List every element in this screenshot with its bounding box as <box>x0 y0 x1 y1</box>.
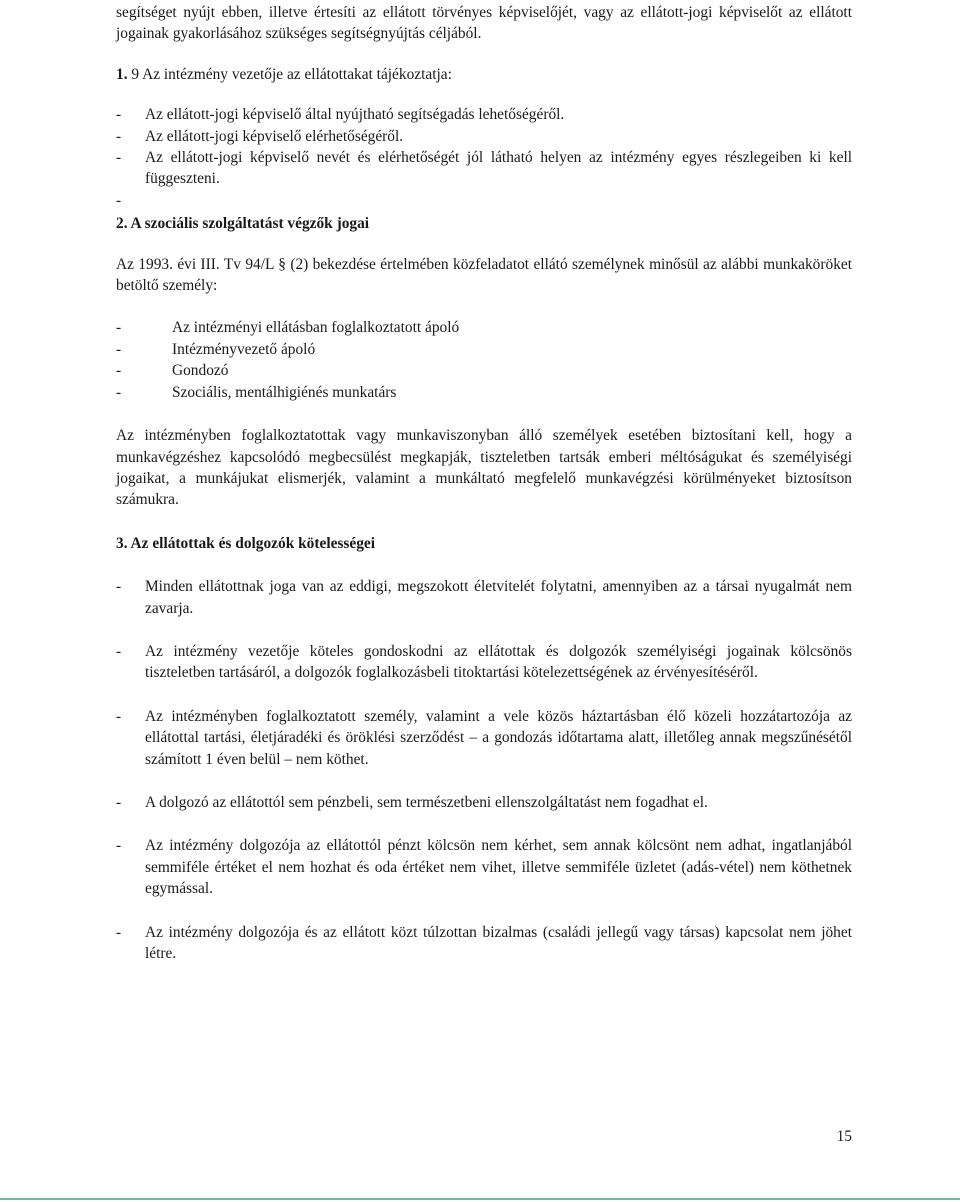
list-item-text: Intézményvezető ápoló <box>172 340 316 358</box>
list-item-text: Az ellátott-jogi képviselő által nyújtható segítségadás lehetőségéről. <box>145 106 565 124</box>
list-dash: - <box>116 362 122 380</box>
list-item-text: Az intézmény dolgozója az ellátottól pénzt kölcsön nem kérhet, sem annak kölcsönt nem adhat, ingatlanjából semmiféle értéket el nem hozhat és oda értéket nem vihet, illetve semmiféle üzletet (adás-vétel) nem köthetnek egymással. <box>145 837 852 898</box>
list-item <box>116 641 852 684</box>
footer-rule <box>0 1198 960 1200</box>
section-1-9-list <box>116 104 852 211</box>
list-item <box>116 190 852 211</box>
list-dash: - <box>116 578 122 596</box>
list-item <box>116 126 852 147</box>
section-2-heading: 2. A szociális szolgáltatást végzők jogai <box>116 215 370 233</box>
page-number: 15 <box>836 1128 852 1145</box>
section-3-list <box>116 576 852 964</box>
section-1-9-lead <box>116 64 852 85</box>
list-item-text: Az intézményben foglalkoztatott személy, valamint a vele közös háztartásban élő közeli hozzátartozója az ellátottal tartási, életjáradéki és öröklési szerződést – a gondozás időtartama alatt, illetőleg annak megszűnésétől számított 1 éven belül – nem köthet. <box>145 707 852 768</box>
list-item-text: Gondozó <box>172 362 229 380</box>
list-item-text: Az ellátott-jogi képviselő nevét és elérhetőségét jól látható helyen az intézmény egyes részlegeiben ki kell függeszteni. <box>145 149 852 188</box>
list-item <box>116 835 852 899</box>
list-item <box>116 382 852 403</box>
intro-continuation: segítséget nyújt ebben, illetve értesíti az ellátott törvényes képviselőjét, vagy az ellátott-jogi képviselőt az ellátott jogainak gyakorlásához szükséges segítségnyújtás céljából. <box>116 4 852 43</box>
list-item <box>116 147 852 190</box>
list-dash: - <box>116 127 122 145</box>
list-item <box>116 104 852 125</box>
list-item <box>116 576 852 619</box>
list-dash: - <box>116 707 122 725</box>
list-item <box>116 922 852 965</box>
list-dash: - <box>116 319 122 337</box>
list-item-text: Az intézményi ellátásban foglalkoztatott ápoló <box>172 319 460 337</box>
list-item <box>116 792 852 813</box>
section-2-roles-list <box>116 317 852 403</box>
list-dash: - <box>116 793 122 811</box>
list-dash: - <box>116 837 122 855</box>
list-item-text: Az intézmény dolgozója és az ellátott közt túlzottan bizalmas (családi jellegű vagy társas) kapcsolat nem jöhet létre. <box>145 923 852 962</box>
section-2-closing: Az intézményben foglalkoztatottak vagy munkaviszonyban álló személyek esetében biztosítani kell, hogy a munkavégzéshez kapcsolódó megbecsülést megkapják, tiszteletben tartsák emberi méltóságukat és személyiségi jogaikat, a munkájukat elismerjék, valamint a munkáltató megfelelő munkavégzési körülményeket biztosítson számukra. <box>116 427 852 509</box>
list-item-text: Minden ellátottnak joga van az eddigi, megszokott életvitelét folytatni, amennyiben az a társai nyugalmát nem zavarja. <box>145 578 852 617</box>
list-item-text: Az intézmény vezetője köteles gondoskodni az ellátottak és dolgozók személyiségi jogainak kölcsönös tiszteletben tartásáról, a dolgozók foglalkozásbeli titoktartási kötelezettségének az érvényesítéséről. <box>145 642 852 682</box>
list-dash: - <box>116 340 122 358</box>
list-item <box>116 339 852 360</box>
list-dash: - <box>116 923 122 941</box>
section-3-heading: 3. Az ellátottak és dolgozók kötelességei <box>116 534 376 552</box>
list-dash: - <box>116 149 122 167</box>
list-item <box>116 706 852 770</box>
list-item-text: Szociális, mentálhigiénés munkatárs <box>172 383 397 401</box>
section-1-9-text: 9 Az intézmény vezetője az ellátottakat tájékoztatja: <box>127 65 452 83</box>
document-page <box>116 0 852 964</box>
list-dash: - <box>116 106 122 124</box>
list-dash: - <box>116 383 122 401</box>
list-item-text: Az ellátott-jogi képviselő elérhetőségéről. <box>145 127 404 145</box>
section-1-9-number: 1. <box>116 65 128 83</box>
list-dash: - <box>116 191 122 209</box>
list-item-text: A dolgozó az ellátottól sem pénzbeli, sem természetbeni ellenszolgáltatást nem fogadhat el. <box>145 793 708 811</box>
list-item <box>116 317 852 338</box>
list-item <box>116 360 852 381</box>
section-2-paragraph: Az 1993. évi III. Tv 94/L § (2) bekezdése értelmében közfeladatot ellátó személynek minősül az alábbi munkaköröket betöltő személy: <box>116 255 852 295</box>
list-dash: - <box>116 642 122 660</box>
